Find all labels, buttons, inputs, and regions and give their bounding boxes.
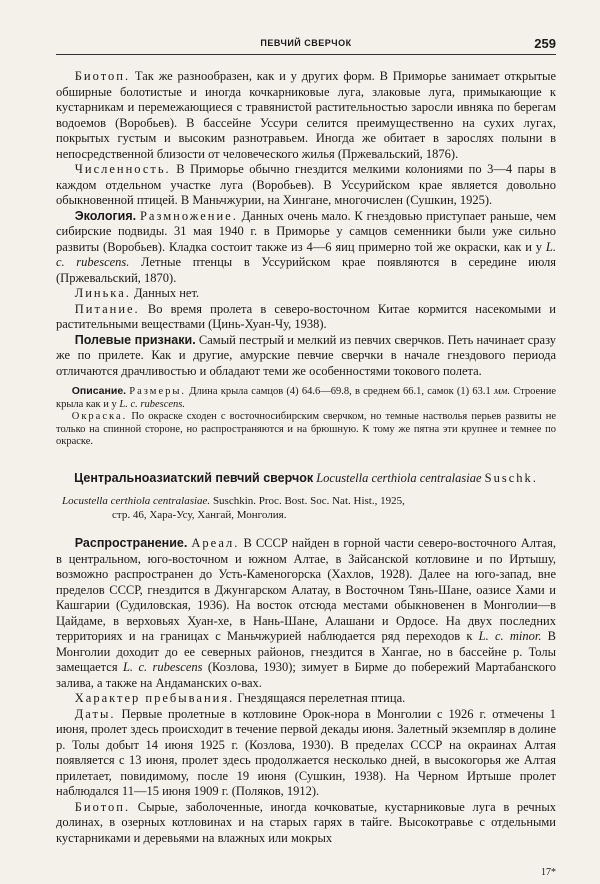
label-field-marks: Полевые признаки. xyxy=(74,332,196,347)
text-field-marks: Самый пестрый и мелкий из певчих сверчков. Петь начинает сразу же по прилете. Как и другие, амурские певчие сверчки в начале гнездового периода отличаются драчливостью и обладают теми же особенностями токового полета. xyxy=(56,332,557,378)
text-character: Гнездящаяся перелетная птица. xyxy=(237,691,406,705)
signature-mark: 17* xyxy=(541,867,556,878)
paragraph-range xyxy=(56,536,556,691)
species-name-latin: Locustella certhiola centralasiae xyxy=(316,470,482,485)
paragraph-character xyxy=(56,691,556,707)
synonymy-ref-2: стр. 46, Хара-Усу, Хангай, Монголия. xyxy=(112,508,287,521)
text-dates: Первые пролетные в котловине Орок-нора в Монголии с 1926 г. отмечены 1 июня, пролет здесь происходит в течение первой декады июня. Залетный экземпляр в долине р. Толы добыт 14 июня 1925 г. (Козлова, 1930). В пределах СССР на окраинах Алтая появляется с 13 июня, пролет здесь продолжается несколько дней, в высокогорья же Алтая прилетает, повидимому, после 19 июня (Сушкин, 1938). На Черном Иртыше пролет наблюдался 11—15 июня 1909 г. (Поляков, 1912). xyxy=(56,706,557,798)
paragraph-description xyxy=(56,385,556,411)
text-body xyxy=(56,69,556,846)
text-range-1: В СССР найден в горной части северо-восточного Алтая, в центральном, юго-восточном и южном Алтае, в Зайсанской котловине и по Иртышу, возможно распространен до Усть-Каменогорска (Хахлов, 1928). Далее на юго-запад, вне пределов СССР, гнездится в Джунгарском Алатау, в Восточном Тянь-Шане, оазисе Хами и Кашгарии (Судиловская, 1936). На восток отсюда местами обыкновенен в Монголии—в Цайдаме, в верховьях Хуан-хе, в Нань-Шане, Алашани и Ордосе. На двух последних территориях и на границах с Маньчжурией наблюдается ряд переходов к xyxy=(56,536,557,643)
label-range: Распространение. xyxy=(74,536,188,550)
text-okraska: По окраске сходен с восточносибирским сверчком, но темные настволья перьев развиты не только на спинной стороне, но распространяются и на брюшную. К тому же пятна эти крупнее и темнее по окраске. xyxy=(56,411,557,447)
label-biotop-2: Биотоп. xyxy=(74,799,131,814)
paragraph-linka xyxy=(56,286,556,302)
species-heading xyxy=(56,471,556,487)
page xyxy=(56,36,557,878)
label-razmnozhenie: Размножение. xyxy=(139,208,238,223)
label-character: Характер пребывания. xyxy=(74,691,235,705)
taxon-description: L. c. rubescens. xyxy=(119,398,186,410)
synonymy-latin: Locustella certhiola centralasiae. xyxy=(62,495,211,507)
label-description: Описание. xyxy=(71,385,127,397)
text-chislennost: В Приморье обычно гнездится мелкими колониями по 3—4 пары в каждом отдельном участке луга (Воробьев). В Уссурийском крае является довольно обыкновенной птицей. В Маньчжурии, на Хингане, многочислен (Сушкин, 1925). xyxy=(56,162,556,207)
paragraph-biotop-2 xyxy=(56,800,556,847)
text-ecology-2: Летные птенцы в Уссурийском крае появляются в середине июля (Пржевальский, 1870). xyxy=(56,255,556,285)
label-areal: Ареал. xyxy=(191,536,240,550)
paragraph-ecology xyxy=(56,209,556,287)
taxon-ecology: L. c. rubescens. xyxy=(56,239,556,269)
text-description-1: Длина крыла самцов (4) 64.6—69.8, в среднем 66.1, самок (1) 63.1 xyxy=(189,386,491,397)
paragraph-chislennost xyxy=(56,162,556,209)
species-name-ru: Центральноазиатский певчий сверчок xyxy=(74,470,314,485)
paragraph-biotop xyxy=(56,69,556,162)
label-ecology: Экология. xyxy=(74,208,137,223)
label-dates: Даты. xyxy=(74,706,116,721)
unit-mm: мм. xyxy=(493,386,511,397)
text-biotop: Так же разнообразен, как и у других форм. В Приморье занимает открытые обширные болотистые и иногда кочкарниковые луга, злаковые луга, примыкающие к кустарникам и перемежающиеся с травянистой растительностью заросли ивняка по берегам водоемов (Воробьев). В бассейне Уссури селится преимущественно на сухих лугах, покрытых густым и высоким разнотравьем. Иногда же обитает в зарослях полыни в непосредственной близости от человеческого жилья (Пржевальский, 1876). xyxy=(56,69,557,161)
text-range-3: (Козлова, 1930); зимует в Бирме до побережий Мартабанского залива, а также на Андаманских о-вах. xyxy=(56,660,557,690)
synonymy-ref-1: Suschkin. Proc. Bost. Soc. Nat. Hist., 1925, xyxy=(212,495,405,507)
label-chislennost: Численность. xyxy=(74,162,171,176)
label-pitanie: Питание. xyxy=(74,301,140,316)
paragraph-okraska xyxy=(56,411,556,449)
synonymy xyxy=(56,495,556,522)
text-biotop-2: Сырые, заболоченные, иногда кочковатые, кустарниковые луга в речных долинах, в озерных котловинах и на старых гарях в тайге. Высокотравье с отдельными кустарниками и деревьями на влажных или мокрых xyxy=(56,799,557,845)
text-pitanie: Во время пролета в северо-восточном Китае кормится насекомыми и растительными веществами (Цинь-Хуан-Чу, 1938). xyxy=(56,301,556,331)
label-razmery: Размеры. xyxy=(129,386,187,397)
text-ecology-1: Данных очень мало. К гнездовью приступает раньше, чем сибирские подвиды. 31 мая 1940 г. в Приморье у самцов семенники были уже сильно развиты (Воробьев). Кладка состоит также из 4—6 яиц примерно той же окраски, как и у xyxy=(56,208,556,254)
text-description-2: Строение крыла как и у xyxy=(56,386,557,410)
taxon-range-1: L. c. minor. xyxy=(478,629,542,643)
page-number: 259 xyxy=(534,36,556,51)
running-title: ПЕВЧИЙ СВЕРЧОК xyxy=(260,38,352,48)
paragraph-dates xyxy=(56,707,556,800)
paragraph-pitanie xyxy=(56,302,556,333)
label-okraska: Окраска. xyxy=(71,411,128,422)
text-linka: Данных нет. xyxy=(134,286,200,300)
paragraph-field-marks xyxy=(56,333,556,380)
species-author: Suschk. xyxy=(484,470,538,485)
label-biotop: Биотоп. xyxy=(74,69,131,83)
taxon-range-2: L. c. rubescens xyxy=(122,660,203,674)
text-range-2: В Монголии доходит до ее северных районов, гнездится в Хангае, но в бассейне р. Толы замещается xyxy=(56,629,557,674)
label-linka: Линька. xyxy=(74,286,131,300)
running-header xyxy=(56,36,556,55)
